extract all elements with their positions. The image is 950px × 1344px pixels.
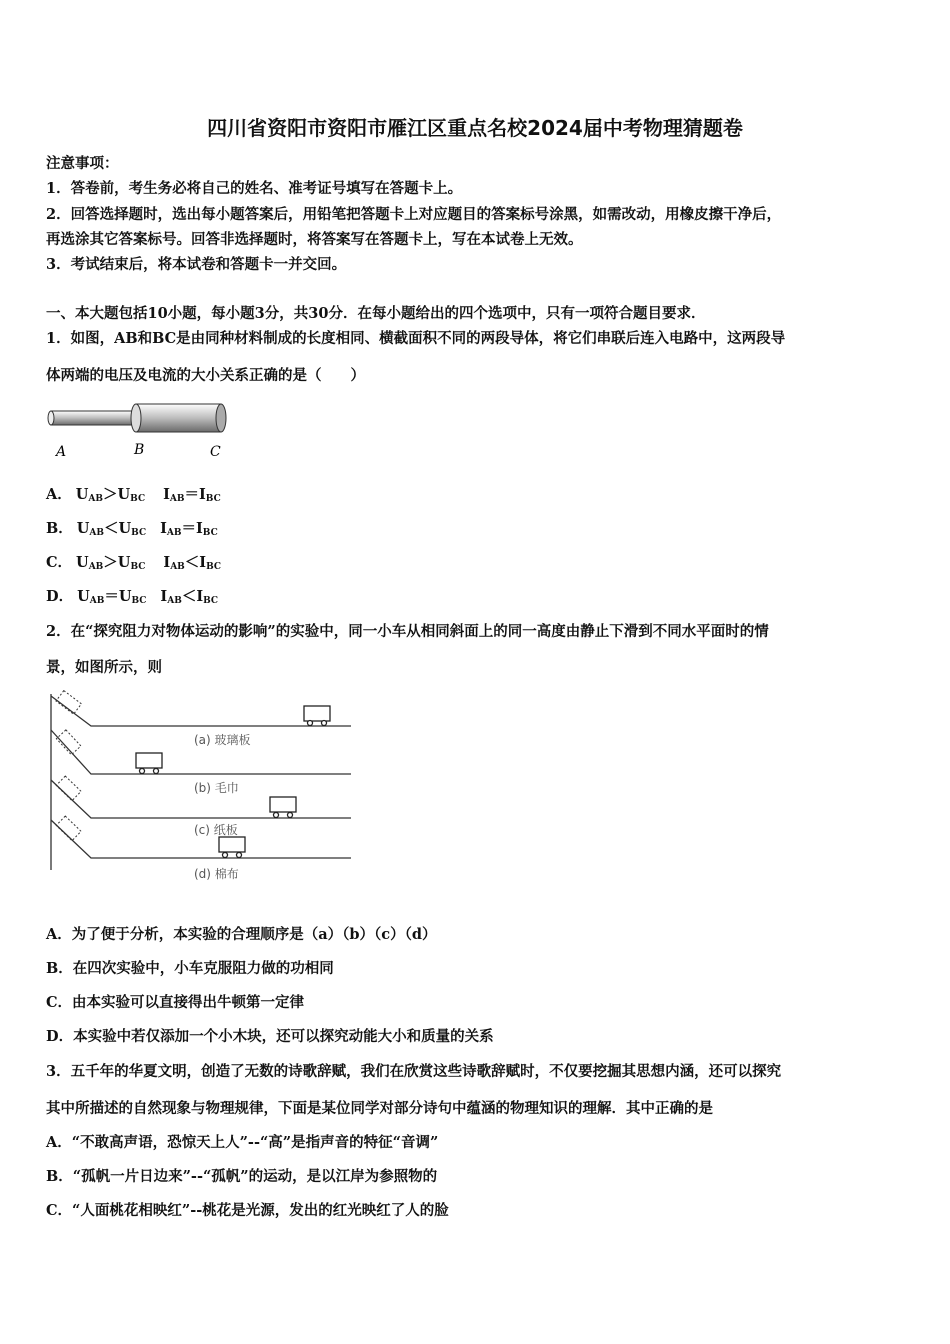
notice-heading: 注意事项： xyxy=(46,155,119,172)
surface-label-b: (b) 毛巾 xyxy=(194,781,239,795)
q2-option-c[interactable]: C．由本实验可以直接得出牛顿第一定律 xyxy=(46,994,305,1011)
q3-stem: 其中所描述的自然现象与物理规律，下面是某位同学对部分诗句中蕴涵的物理知识的理解．其中正确的是 xyxy=(46,1100,713,1117)
q2-option-d[interactable]: D．本实验中若仅添加一个小木块，还可以探究动能大小和质量的关系 xyxy=(46,1028,494,1045)
q3-option-c[interactable]: C．“人面桃花相映红”--桃花是光源，发出的红光映红了人的脸 xyxy=(46,1202,449,1219)
cart-d xyxy=(219,837,245,852)
notice-item: 3．考试结束后，将本试卷和答题卡一并交回。 xyxy=(46,256,347,273)
q1-stem: 1．如图，AB和BC是由同种材料制成的长度相同、横截面积不同的两段导体，将它们串联后连入电路中，这两段导 xyxy=(46,330,786,347)
q1-option-c[interactable]: C． $U_{AB}>U_{BC}$ $I_{AB}<I_{BC}$ xyxy=(46,554,222,572)
q2-option-b[interactable]: B．在四次实验中，小车克服阻力做的功相同 xyxy=(46,960,334,977)
q1-stem: 体两端的电压及电流的大小关系正确的是（ ） xyxy=(46,367,365,384)
notice-item: 2．回答选择题时，选出每小题答案后，用铅笔把答题卡上对应题目的答案标号涂黑，如需改动，用橡皮擦干净后， xyxy=(46,206,782,223)
q3-stem: 3．五千年的华夏文明，创造了无数的诗歌辞赋，我们在欣赏这些诗歌辞赋时，不仅要挖掘其思想内涵，还可以探究 xyxy=(46,1063,782,1080)
q2-stem: 景，如图所示，则 xyxy=(46,659,162,676)
q2-stem: 2．在“探究阻力对物体运动的影响”的实验中，同一小车从相同斜面上的同一高度由静止下滑到不同水平面时的情 xyxy=(46,623,769,640)
incline-experiment-figure xyxy=(46,690,356,885)
conductor-ab xyxy=(51,411,141,425)
surface-label-d: (d) 棉布 xyxy=(194,867,239,881)
q3-option-a[interactable]: A．“不敢高声语，恐惊天上人”--“高”是指声音的特征“音调” xyxy=(46,1134,439,1151)
cart-b xyxy=(136,753,162,768)
label-a: A xyxy=(56,444,67,460)
notice-item: 再选涂其它答案标号。回答非选择题时，将答案写在答题卡上，写在本试卷上无效。 xyxy=(46,231,583,248)
label-b: B xyxy=(134,442,145,458)
q1-option-b[interactable]: B． $U_{AB}<U_{BC}$ $I_{AB}=I_{BC}$ xyxy=(46,520,218,538)
q1-option-d[interactable]: D． $U_{AB}=U_{BC}$ $I_{AB}<I_{BC}$ xyxy=(46,588,219,606)
section-heading: 一、本大题包括10小题，每小题3分，共30分．在每小题给出的四个选项中，只有一项符合题目要求． xyxy=(46,305,706,322)
q2-option-a[interactable]: A．为了便于分析，本实验的合理顺序是（a）（b）（c）（d） xyxy=(46,926,437,943)
cart-a xyxy=(304,706,330,721)
q3-option-b[interactable]: B．“孤帆一片日边来”--“孤帆”的运动，是以江岸为参照物的 xyxy=(46,1168,438,1185)
cart-c xyxy=(270,797,296,812)
surface-label-a: (a) 玻璃板 xyxy=(194,733,251,747)
conductor-figure xyxy=(46,398,236,464)
q1-option-a[interactable]: A． $U_{AB}>U_{BC}$ $I_{AB}=I_{BC}$ xyxy=(46,486,221,504)
label-c: C xyxy=(210,444,221,460)
conductor-bc xyxy=(136,404,221,432)
notice-item: 1．答卷前，考生务必将自己的姓名、准考证号填写在答题卡上。 xyxy=(46,180,463,197)
page-title: 四川省资阳市资阳市雁江区重点名校2024届中考物理猜题卷 xyxy=(207,116,743,140)
surface-label-c: (c) 纸板 xyxy=(194,823,238,837)
